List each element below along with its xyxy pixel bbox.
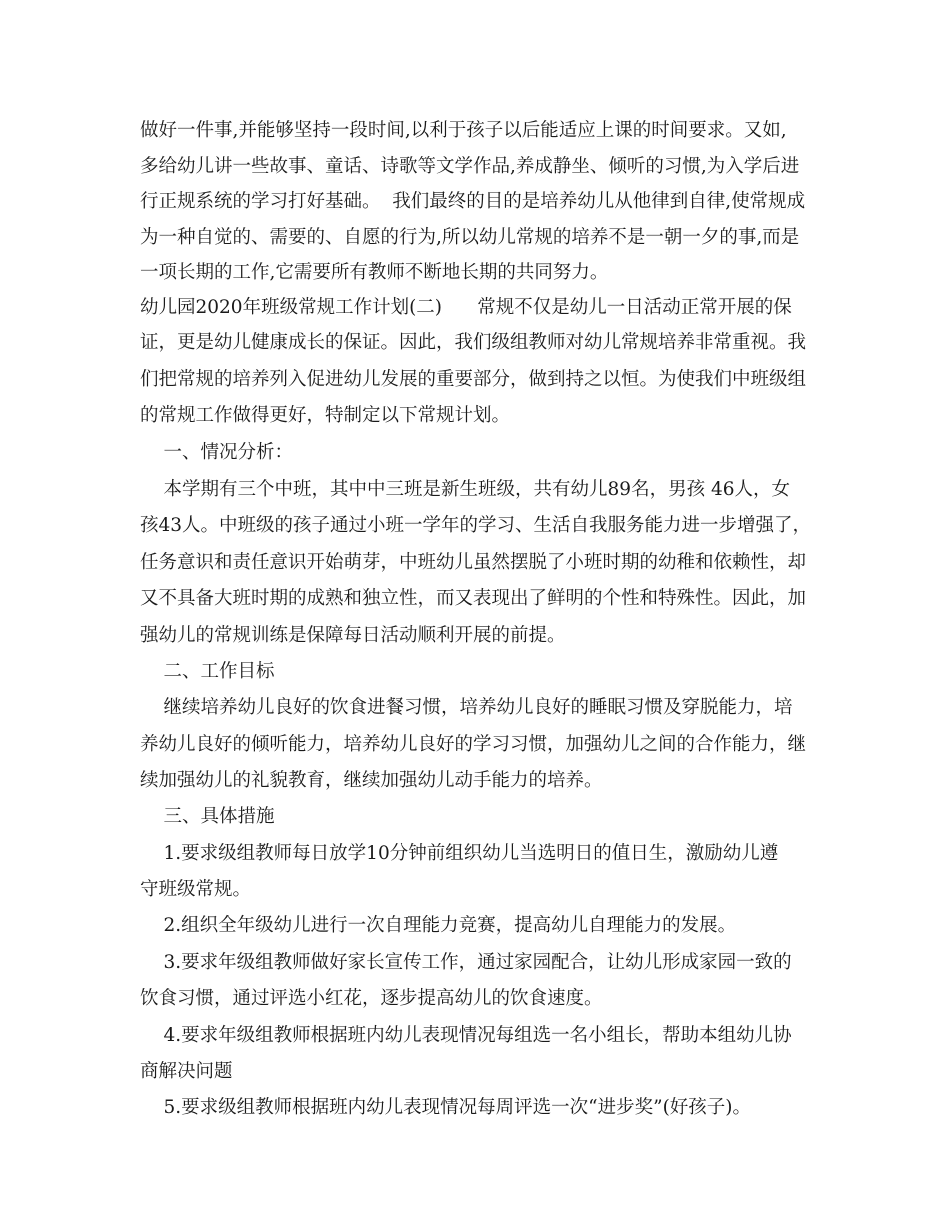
section-title-analysis: 一、情况分析：	[140, 442, 294, 463]
text-line: 的常规工作做得更好，特制定以下常规计划。	[140, 405, 511, 426]
text-line: 商解决问题	[140, 1061, 233, 1082]
section-heading-line: 幼儿园2020年班级常规工作计划(二) 常规不仅是幼儿一日活动正常开展的保	[140, 297, 792, 318]
text-line: 行正规系统的学习打好基础。 我们最终的目的是培养幼儿从他律到自律,使常规成	[140, 191, 806, 212]
text-line: 继续培养幼儿良好的饮食进餐习惯，培养幼儿良好的睡眠习惯及穿脱能力，培	[140, 697, 793, 718]
text-line: 饮食习惯，通过评选小红花，逐步提高幼儿的饮食速度。	[140, 988, 603, 1009]
section-title-goals: 二、工作目标	[140, 661, 275, 682]
text-line: 守班级常规。	[140, 879, 252, 900]
text-line: 任务意识和责任意识开始萌芽，中班幼儿虽然摆脱了小班时期的幼稚和依赖性，却	[140, 552, 807, 573]
list-item: 4.要求年级组教师根据班内幼儿表现情况每组选一名小组长，帮助本组幼儿协	[140, 1025, 792, 1046]
text-line: 一项长期的工作,它需要所有教师不断地长期的共同努力。	[140, 262, 609, 283]
text-line: 证，更是幼儿健康成长的保证。因此，我们级组教师对幼儿常规培养非常重视。我	[140, 332, 807, 353]
section-title-measures: 三、具体措施	[140, 806, 275, 827]
text-line: 本学期有三个中班，其中中三班是新生班级，共有幼儿89名，男孩 46人，女	[140, 479, 790, 500]
text-line: 强幼儿的常规训练是保障每日活动顺利开展的前提。	[140, 625, 566, 646]
text-line: 做好一件事,并能够坚持一段时间,以利于孩子以后能适应上课的时间要求。又如,	[140, 120, 787, 141]
list-item: 2.组织全年级幼儿进行一次自理能力竞赛，提高幼儿自理能力的发展。	[140, 915, 737, 936]
list-item: 3.要求年级组教师做好家长宣传工作，通过家园配合，让幼儿形成家园一致的	[140, 952, 792, 973]
text-line: 多给幼儿讲一些故事、童话、诗歌等文学作品,养成静坐、倾听的习惯,为入学后进	[140, 156, 800, 177]
text-line: 又不具备大班时期的成熟和独立性，而又表现出了鲜明的个性和特殊性。因此，加	[140, 588, 807, 609]
text-line: 养幼儿良好的倾听能力，培养幼儿良好的学习习惯，加强幼儿之间的合作能力，继	[140, 734, 807, 755]
text-line: 孩43人。中班级的孩子通过小班一学年的学习、生活自我服务能力进一步增强了，	[140, 515, 812, 536]
list-item: 5.要求级组教师根据班内幼儿表现情况每周评选一次“进步奖”(好孩子)。	[140, 1097, 752, 1118]
text-line: 们把常规的培养列入促进幼儿发展的重要部分，做到持之以恒。为使我们中班级组	[140, 369, 807, 390]
list-item: 1.要求级组教师每日放学10分钟前组织幼儿当选明日的值日生，激励幼儿遵	[140, 843, 779, 864]
text-line: 续加强幼儿的礼貌教育，继续加强幼儿动手能力的培养。	[140, 770, 603, 791]
text-line: 为一种自觉的、需要的、自愿的行为,所以幼儿常规的培养不是一朝一夕的事,而是	[140, 227, 800, 248]
